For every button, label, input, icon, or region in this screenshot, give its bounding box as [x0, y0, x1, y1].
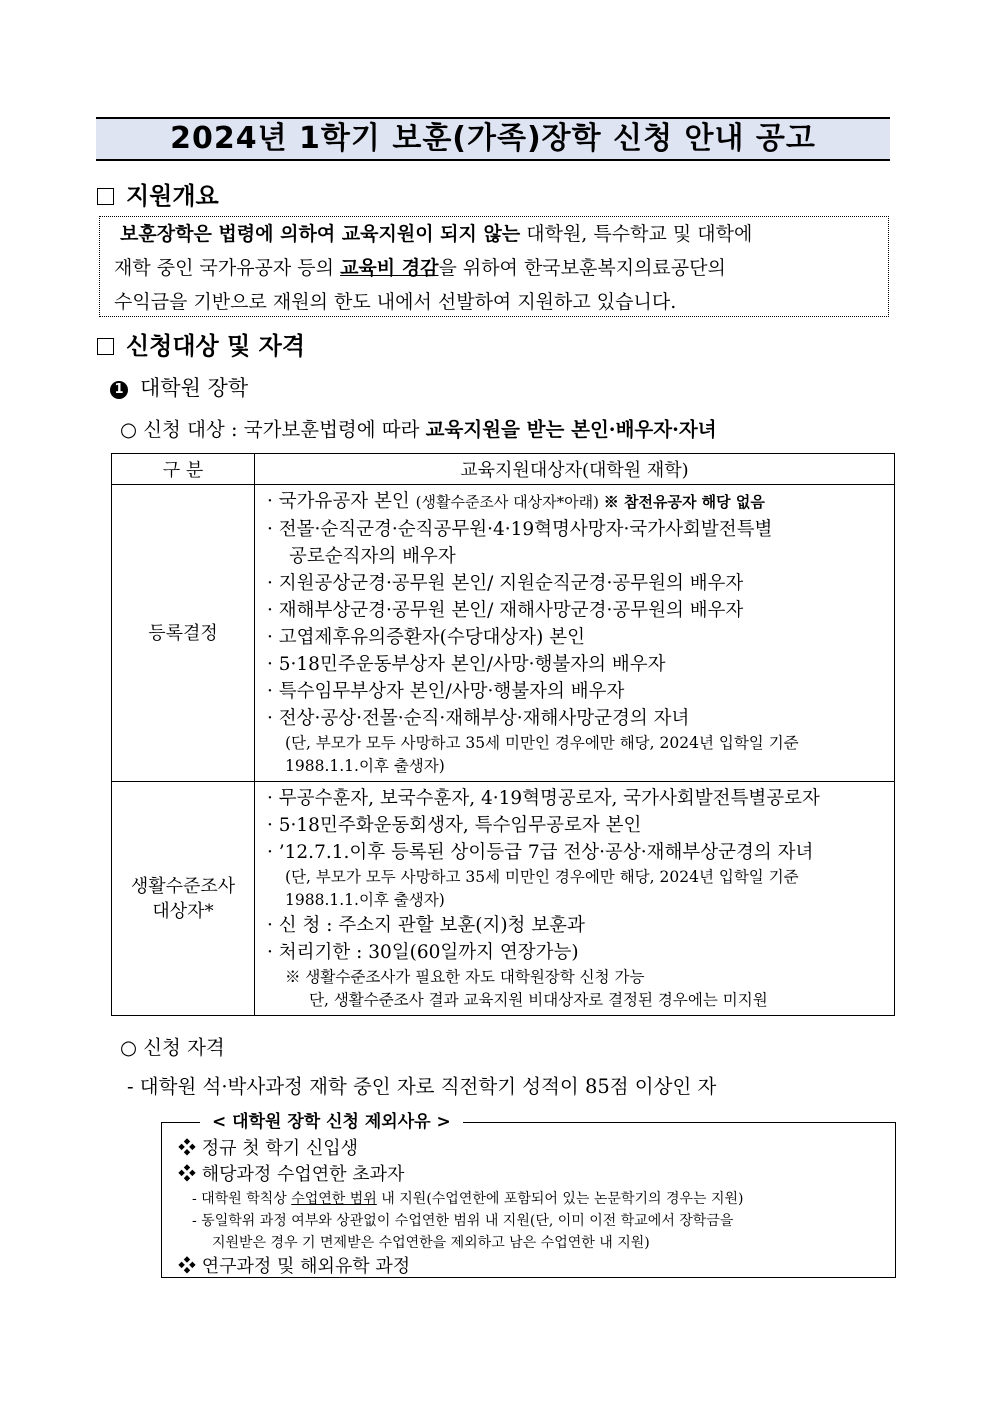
qualification-heading: ○ 신청 자격	[120, 1036, 225, 1059]
checkbox-square-icon	[97, 338, 114, 355]
row-label-line: 생활수준조사	[130, 875, 236, 897]
row-label-line: 대상자*	[152, 900, 214, 922]
grad-title-text: 대학원 장학	[140, 376, 249, 400]
overview-text: 재학 중인 국가유공자 등의	[114, 257, 341, 279]
overview-line-1	[114, 217, 876, 251]
exclusion-subitem: - 동일학위 과정 여부와 상관없이 수업연한 범위 내 지원(단, 이미 이전 학교에서 장학금을	[192, 1213, 734, 1229]
exclusions-box	[161, 1122, 896, 1278]
exclusions-list	[178, 1136, 744, 1280]
grad-scholarship-heading	[110, 373, 248, 403]
note-line: (단, 부모가 모두 사망하고 35세 미만인 경우에만 해당, 2024년 입학일 기준	[285, 868, 799, 886]
checkbox-square-icon	[97, 188, 114, 205]
exclusion-item: ❖ 연구과정 및 해외유학 과정	[178, 1256, 411, 1277]
section-eligibility-heading	[97, 330, 305, 362]
row-label-living-survey	[112, 782, 255, 1016]
target-line	[120, 416, 717, 444]
overview-underline-text: 교육비 경감	[340, 257, 439, 279]
list-item: · 무공수훈자, 보국수훈자, 4·19혁명공로자, 국가사회발전특별공로자	[267, 788, 820, 809]
row-label-registered: 등록결정	[112, 485, 255, 782]
item-bold-text: ※ 참전유공자 해당 없음	[603, 493, 765, 511]
list-item: · ’12.7.1.이후 등록된 상이등급 7급 전상·공상·재해부상군경의 자녀	[267, 842, 814, 863]
note-line: 1988.1.1.이후 출생자)	[285, 891, 445, 909]
overview-heading-text: 지원개요	[126, 182, 219, 210]
eligibility-heading-text: 신청대상 및 자격	[126, 332, 305, 360]
section-overview-heading	[97, 180, 219, 212]
list-item: · 특수임무부상자 본인/사망·행불자의 배우자	[267, 681, 625, 702]
exclusion-subitem	[178, 1188, 744, 1210]
list-item: · 전몰·순직군경·순직공무원·4·19혁명사망자·국가사회발전특별	[267, 519, 773, 540]
list-item: · 고엽제후유의증환자(수당대상자) 본인	[267, 627, 586, 648]
list-item: · 전상·공상·전몰·순직·재해부상·재해사망군경의 자녀	[267, 708, 690, 729]
subitem-text: - 대학원 학칙상	[192, 1191, 292, 1207]
qualification-line: - 대학원 석·박사과정 재학 중인 자로 직전학기 성적이 85점 이상인 자	[127, 1075, 717, 1098]
table-header-target: 교육지원대상자(대학원 재학)	[255, 454, 895, 485]
table-row	[112, 782, 895, 1016]
list-item: · 재해부상군경·공무원 본인/ 재해사망군경·공무원의 배우자	[267, 600, 744, 621]
subitem-text: 내 지원(수업연한에 포함되어 있는 논문학기의 경우는 지원)	[376, 1191, 744, 1207]
list-item: · 지원공상군경·공무원 본인/ 지원순직군경·공무원의 배우자	[267, 573, 744, 594]
table-header-row	[112, 454, 895, 485]
row-items-registered	[255, 485, 895, 782]
exclusion-item: ❖ 해당과정 수업연한 초과자	[178, 1164, 405, 1185]
table-header-category: 구 분	[112, 454, 255, 485]
eligibility-table	[111, 453, 895, 1016]
overview-line-2	[114, 251, 876, 285]
number-one-icon: 1	[110, 381, 128, 399]
overview-bold-text: 보훈장학은 법령에 의하여 교육지원이 되지 않는	[120, 223, 521, 245]
list-item: · 신 청 : 주소지 관할 보훈(지)청 보훈과	[267, 915, 585, 936]
page-title: 2024년 1학기 보훈(가족)장학 신청 안내 공고	[96, 117, 890, 161]
row-items-living-survey	[255, 782, 895, 1016]
overview-text: 을 위하여 한국보훈복지의료공단의	[438, 257, 726, 279]
list-item: · 5·18민주운동부상자 본인/사망·행불자의 배우자	[267, 654, 666, 675]
item-small-text: (생활수준조사 대상자*아래)	[415, 493, 604, 511]
note-line: ※ 생활수준조사가 필요한 자도 대학원장학 신청 가능	[285, 968, 645, 986]
overview-box	[99, 216, 889, 317]
exclusion-subitem: 지원받은 경우 기 면제받은 수업연한을 제외하고 남은 수업연한 내 지원)	[212, 1235, 650, 1251]
note-line: 단, 생활수준조사 결과 교육지원 비대상자로 결정된 경우에는 미지원	[309, 991, 768, 1009]
target-text: ○ 신청 대상 : 국가보훈법령에 따라	[120, 418, 426, 441]
list-item: · 5·18민주화운동회생자, 특수임무공로자 본인	[267, 815, 642, 836]
exclusion-item: ❖ 정규 첫 학기 신입생	[178, 1138, 358, 1159]
list-item: · 처리기한 : 30일(60일까지 연장가능)	[267, 942, 579, 963]
list-item	[267, 488, 886, 516]
subitem-underline-text: 수업연한 범위	[291, 1191, 377, 1207]
table-row	[112, 485, 895, 782]
list-item: 공로순직자의 배우자	[289, 546, 456, 567]
note-line: (단, 부모가 모두 사망하고 35세 미만인 경우에만 해당, 2024년 입학일 기준	[285, 734, 799, 752]
note-line: 1988.1.1.이후 출생자)	[285, 757, 445, 775]
exclusions-title: < 대학원 장학 신청 제외사유 >	[200, 1110, 463, 1134]
overview-line-3: 수익금을 기반으로 재원의 한도 내에서 선발하여 지원하고 있습니다.	[114, 291, 677, 313]
overview-text: 대학원, 특수학교 및 대학에	[520, 223, 753, 245]
target-bold-text: 교육지원을 받는 본인·배우자·자녀	[425, 418, 717, 441]
item-text: · 국가유공자 본인	[267, 491, 416, 512]
